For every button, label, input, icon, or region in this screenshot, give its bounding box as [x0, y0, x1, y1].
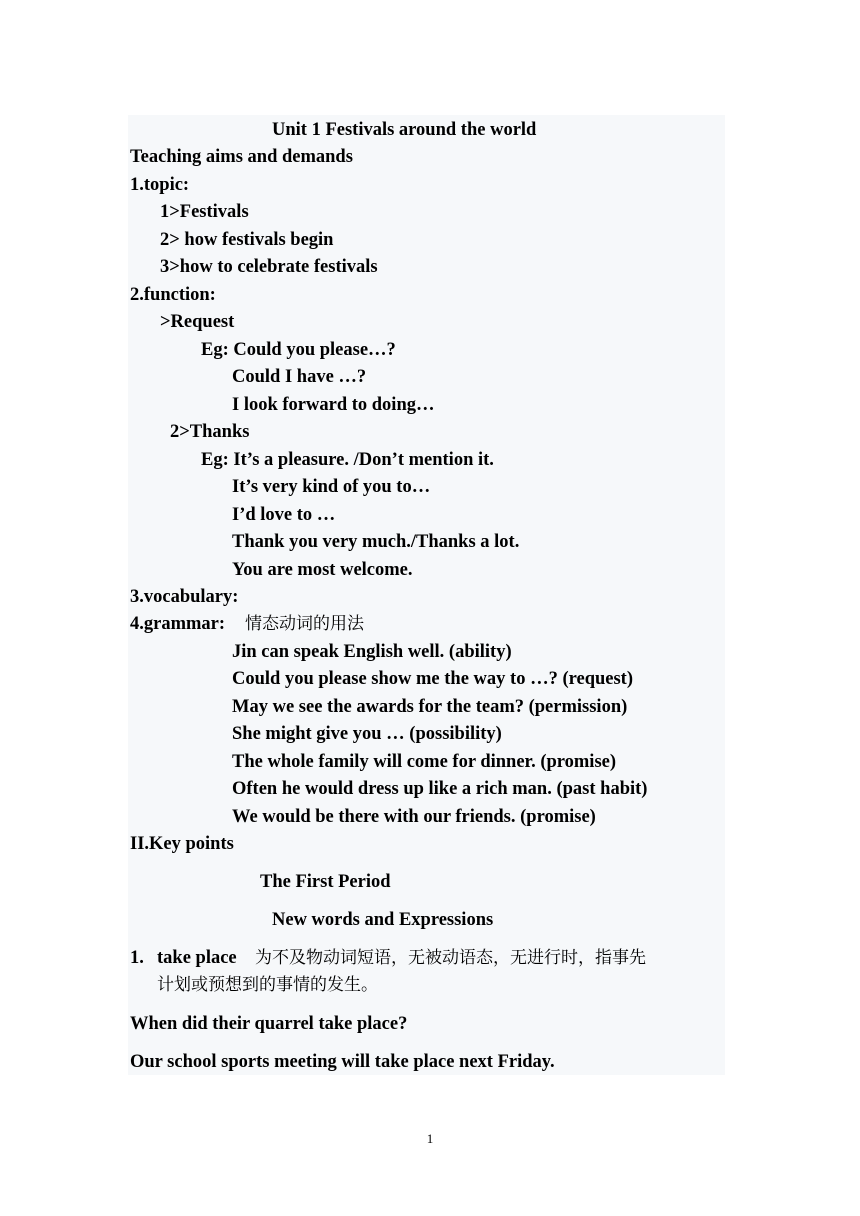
thanks-example: Eg: It’s a pleasure. /Don’t mention it. — [201, 450, 494, 470]
item-note: 计划或预想到的事情的发生。 — [157, 975, 378, 995]
grammar-example: May we see the awards for the team? (permission) — [232, 697, 628, 717]
grammar-example: Jin can speak English well. (ability) — [232, 642, 512, 662]
topic-item: 3>how to celebrate festivals — [160, 257, 378, 277]
example-sentence: Our school sports meeting will take place next Friday. — [130, 1052, 555, 1072]
key-points-heading: II.Key points — [130, 834, 234, 854]
item-number: 1. — [130, 948, 144, 968]
topic-item: 2> how festivals begin — [160, 230, 334, 250]
grammar-heading: 4.grammar: — [130, 614, 226, 634]
item-phrase: take place — [157, 948, 237, 968]
grammar-example: Often he would dress up like a rich man. (past habit) — [232, 779, 648, 799]
grammar-example: Could you please show me the way to …? (request) — [232, 669, 634, 689]
grammar-example: She might give you … (possibility) — [232, 724, 502, 744]
thanks-example: It’s very kind of you to… — [232, 477, 431, 497]
grammar-example: We would be there with our friends. (promise) — [232, 807, 596, 827]
thanks-label: 2>Thanks — [170, 422, 250, 442]
grammar-note: 情态动词的用法 — [245, 614, 364, 634]
topic-heading: 1.topic: — [130, 175, 190, 195]
section-title: New words and Expressions — [272, 910, 494, 930]
period-title: The First Period — [260, 872, 391, 892]
request-example: I look forward to doing… — [232, 395, 435, 415]
document-title: Unit 1 Festivals around the world — [272, 120, 537, 140]
request-label: >Request — [160, 312, 235, 332]
thanks-example: I’d love to … — [232, 505, 336, 525]
item-note: 为不及物动词短语，无被动语态，无进行时，指事先 — [255, 948, 646, 968]
request-example: Could I have …? — [232, 367, 367, 387]
aims-heading: Teaching aims and demands — [130, 147, 353, 167]
topic-item: 1>Festivals — [160, 202, 249, 222]
thanks-example: Thank you very much./Thanks a lot. — [232, 532, 520, 552]
thanks-example: You are most welcome. — [232, 560, 413, 580]
vocabulary-heading: 3.vocabulary: — [130, 587, 239, 607]
page-number: 1 — [426, 1131, 434, 1146]
request-example: Eg: Could you please…? — [201, 340, 396, 360]
function-heading: 2.function: — [130, 285, 216, 305]
grammar-example: The whole family will come for dinner. (promise) — [232, 752, 617, 772]
example-sentence: When did their quarrel take place? — [130, 1014, 408, 1034]
